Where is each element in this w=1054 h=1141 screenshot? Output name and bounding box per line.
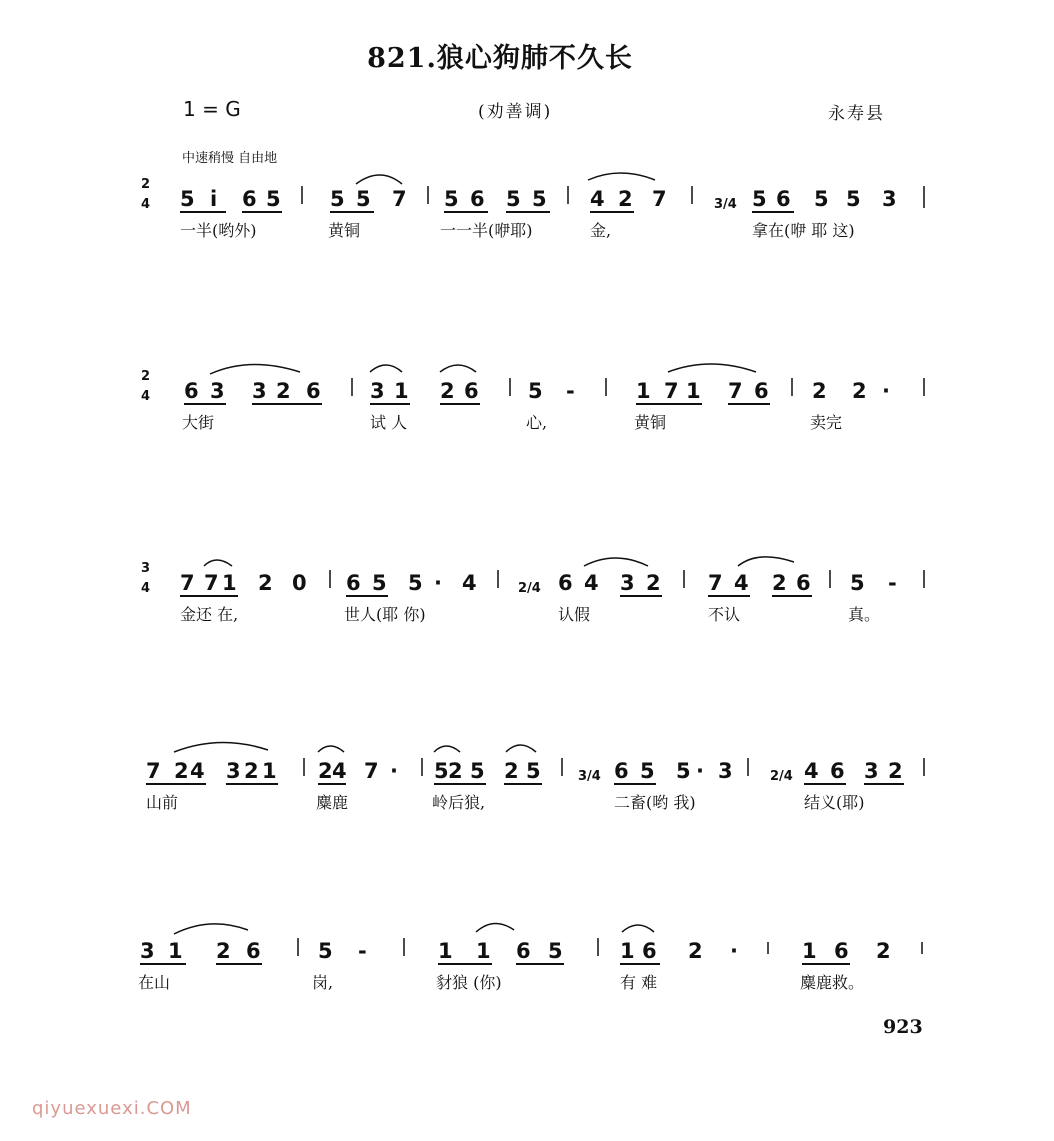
slur — [584, 558, 648, 566]
slur — [210, 364, 300, 374]
lyric: 试 人 — [370, 413, 408, 432]
lyric: 金还 在, — [180, 605, 239, 624]
lyrics-row-4 — [0, 790, 1054, 820]
note: 6 — [242, 187, 257, 211]
lyric: 拿在(咿 耶 这) — [752, 221, 855, 240]
measure-1 — [180, 560, 307, 596]
lyric: 黄铜 — [634, 413, 667, 432]
lyric: 麋鹿 — [316, 793, 349, 812]
lyric: 在山 — [138, 973, 171, 992]
measure-2 — [318, 746, 398, 784]
note: 1 — [168, 939, 183, 963]
note: 6 — [642, 939, 657, 963]
time-signature — [141, 177, 150, 212]
notation-row-2 — [0, 360, 1054, 410]
note: 1 — [476, 939, 491, 963]
time-signature-top: 3 — [141, 561, 151, 576]
note: 6 — [558, 571, 573, 595]
note: 7 — [364, 759, 379, 783]
note: 5 — [372, 571, 387, 595]
note: 4 — [804, 759, 819, 783]
measure-3 — [528, 379, 575, 403]
measure-2 — [346, 571, 477, 596]
slur — [174, 742, 268, 752]
note: - — [566, 379, 575, 403]
slur — [738, 557, 794, 566]
note: 4 — [190, 759, 205, 783]
note: 6 — [776, 187, 791, 211]
note: 4 — [590, 187, 605, 211]
note: 6 — [346, 571, 361, 595]
score-system-1 — [0, 168, 1054, 258]
measure-3 — [444, 187, 550, 212]
lyric: 岭后狼, — [432, 793, 486, 812]
origin-label: 永寿县 — [828, 104, 885, 124]
note: 2 — [276, 379, 291, 403]
lyric: 岗, — [312, 973, 334, 992]
note: 1 — [438, 939, 453, 963]
note: 7 — [664, 379, 679, 403]
note: 3 — [210, 379, 225, 403]
note: 3 — [252, 379, 267, 403]
note: 3 — [140, 939, 155, 963]
slur — [174, 924, 248, 934]
time-signature — [141, 561, 150, 596]
slur — [588, 173, 655, 180]
note: · — [882, 379, 890, 403]
lyrics-row-1 — [0, 218, 1054, 248]
note: 7 — [204, 571, 219, 595]
note: 6 — [614, 759, 629, 783]
note: · — [730, 939, 738, 963]
measure-1 — [146, 742, 278, 784]
note: 5 — [676, 759, 691, 783]
note: 3 — [620, 571, 635, 595]
note: i — [210, 187, 218, 211]
lyrics-row-5 — [0, 970, 1054, 1000]
lyric: 心, — [526, 413, 548, 432]
slur — [476, 923, 514, 932]
slur — [204, 560, 232, 566]
note: 6 — [306, 379, 321, 403]
time-signature — [141, 369, 150, 404]
time-signature-change: 2/4 — [518, 581, 541, 596]
note: 6 — [516, 939, 531, 963]
measure-4 — [588, 173, 667, 212]
note: 6 — [830, 759, 845, 783]
page-title: 821.狼心狗肺不久长 — [367, 43, 633, 74]
note: 5 — [408, 571, 423, 595]
note: 2 — [646, 571, 661, 595]
lyrics-row-2 — [0, 410, 1054, 440]
page-number: 923 — [883, 1016, 923, 1038]
note: 2 — [888, 759, 903, 783]
slur — [356, 175, 402, 184]
lyric: 一半(哟外) — [180, 221, 257, 240]
note: 5 — [318, 939, 333, 963]
note: 6 — [834, 939, 849, 963]
lyric: 豺狼 (你) — [436, 973, 502, 992]
lyric: 真。 — [848, 605, 881, 624]
time-signature-change: 2/4 — [770, 769, 793, 784]
time-signature-top: 2 — [141, 177, 151, 192]
note: 1 — [802, 939, 817, 963]
lyric: 金, — [590, 221, 612, 240]
lyric: 二畜(哟 我) — [614, 793, 696, 812]
note: 2 — [852, 379, 867, 403]
note: 6 — [184, 379, 199, 403]
note: 5 — [532, 187, 547, 211]
measure-4 — [708, 557, 812, 596]
note: 5 — [752, 187, 767, 211]
lyric: 黄铜 — [328, 221, 361, 240]
note: 3 — [882, 187, 897, 211]
note: 5 — [266, 187, 281, 211]
note: 0 — [292, 571, 307, 595]
note: 1 — [686, 379, 701, 403]
note: 6 — [754, 379, 769, 403]
slur — [434, 746, 460, 752]
score-system-2 — [0, 360, 1054, 450]
note: 7 — [728, 379, 743, 403]
note: - — [358, 939, 367, 963]
measure-4 — [578, 759, 733, 784]
time-signature-bottom: 4 — [141, 581, 151, 596]
slur — [370, 365, 402, 372]
time-signature-change: 3/4 — [714, 197, 737, 212]
note: 2 — [876, 939, 891, 963]
note: 2 — [440, 379, 455, 403]
note: 5 — [640, 759, 655, 783]
measure-2 — [330, 175, 407, 212]
note: 5 — [506, 187, 521, 211]
lyric: 有 难 — [620, 973, 658, 992]
note: 7 — [146, 759, 161, 783]
slur — [318, 746, 344, 752]
note: 2 — [448, 759, 463, 783]
note: 1 — [262, 759, 277, 783]
watermark: qiyuexuexi.COM — [32, 1098, 192, 1119]
measure-5 — [770, 759, 904, 784]
note: 7 — [652, 187, 667, 211]
note: 5 — [850, 571, 865, 595]
lyric: 卖完 — [810, 413, 843, 432]
note: 1 — [636, 379, 651, 403]
note: 4 — [332, 759, 347, 783]
note: 5 — [356, 187, 371, 211]
note: 3 — [718, 759, 733, 783]
note: 2 — [688, 939, 703, 963]
measure-5 — [850, 571, 897, 595]
note: 5 — [528, 379, 543, 403]
notation-row-4 — [0, 740, 1054, 790]
lyrics-row-3 — [0, 602, 1054, 632]
note: · — [434, 571, 442, 595]
note: 5 — [814, 187, 829, 211]
measure-5 — [714, 187, 897, 212]
note: 1 — [394, 379, 409, 403]
slur — [440, 365, 476, 372]
measure-4 — [636, 364, 770, 404]
note: 7 — [708, 571, 723, 595]
note: · — [390, 759, 398, 783]
score-system-5 — [0, 920, 1054, 1010]
notation-row-1 — [0, 168, 1054, 218]
lyric: 世人(耶 你) — [344, 605, 426, 624]
tune-type: (劝善调) — [478, 102, 553, 122]
measure-1 — [184, 364, 322, 404]
note: 6 — [464, 379, 479, 403]
note: 7 — [180, 571, 195, 595]
note: 1 — [222, 571, 237, 595]
lyric: 一一半(咿耶) — [440, 221, 533, 240]
measure-2 — [370, 365, 480, 404]
note: 5 — [526, 759, 541, 783]
measure-4 — [620, 925, 738, 964]
measure-3 — [434, 745, 542, 784]
slur — [668, 364, 756, 372]
score-system-4 — [0, 740, 1054, 830]
measure-1 — [140, 924, 262, 964]
slur — [506, 745, 536, 752]
note: 2 — [244, 759, 259, 783]
key-signature: 1 = G — [183, 97, 241, 121]
note: 2 — [618, 187, 633, 211]
note: 2 — [258, 571, 273, 595]
measure-1 — [180, 187, 282, 212]
measure-3 — [518, 558, 662, 596]
notation-row-3 — [0, 552, 1054, 602]
note: 2 — [174, 759, 189, 783]
notation-row-5 — [0, 920, 1054, 970]
measure-3 — [438, 923, 564, 964]
measure-2 — [318, 939, 367, 963]
score-system-3 — [0, 552, 1054, 642]
lyric: 大街 — [182, 413, 215, 432]
note: 2 — [318, 759, 333, 783]
lyric: 结义(耶) — [804, 793, 865, 812]
note: - — [888, 571, 897, 595]
note: 5 — [548, 939, 563, 963]
note: 6 — [470, 187, 485, 211]
note: 5 — [180, 187, 195, 211]
note: 5 — [444, 187, 459, 211]
note: 4 — [584, 571, 599, 595]
note: · — [696, 759, 704, 783]
measure-5 — [802, 939, 891, 964]
time-signature-top: 2 — [141, 369, 151, 384]
time-signature-bottom: 4 — [141, 197, 151, 212]
note: 5 — [470, 759, 485, 783]
note: 3 — [864, 759, 879, 783]
note: 4 — [734, 571, 749, 595]
note: 2 — [772, 571, 787, 595]
lyric: 不认 — [708, 605, 741, 624]
tempo-marking: 中速稍慢 自由地 — [182, 151, 278, 166]
note: 2 — [812, 379, 827, 403]
slur — [622, 925, 654, 932]
lyric: 山前 — [146, 793, 179, 812]
note: 1 — [620, 939, 635, 963]
time-signature-change: 3/4 — [578, 769, 601, 784]
note: 2 — [504, 759, 519, 783]
note: 5 — [434, 759, 449, 783]
note: 4 — [462, 571, 477, 595]
measure-5 — [812, 379, 890, 403]
lyric: 麋鹿救。 — [800, 973, 865, 992]
note: 2 — [216, 939, 231, 963]
time-signature-bottom: 4 — [141, 389, 151, 404]
note: 5 — [846, 187, 861, 211]
note: 6 — [246, 939, 261, 963]
note: 3 — [370, 379, 385, 403]
note: 7 — [392, 187, 407, 211]
lyric: 认假 — [558, 605, 591, 624]
note: 3 — [226, 759, 241, 783]
note: 6 — [796, 571, 811, 595]
note: 5 — [330, 187, 345, 211]
